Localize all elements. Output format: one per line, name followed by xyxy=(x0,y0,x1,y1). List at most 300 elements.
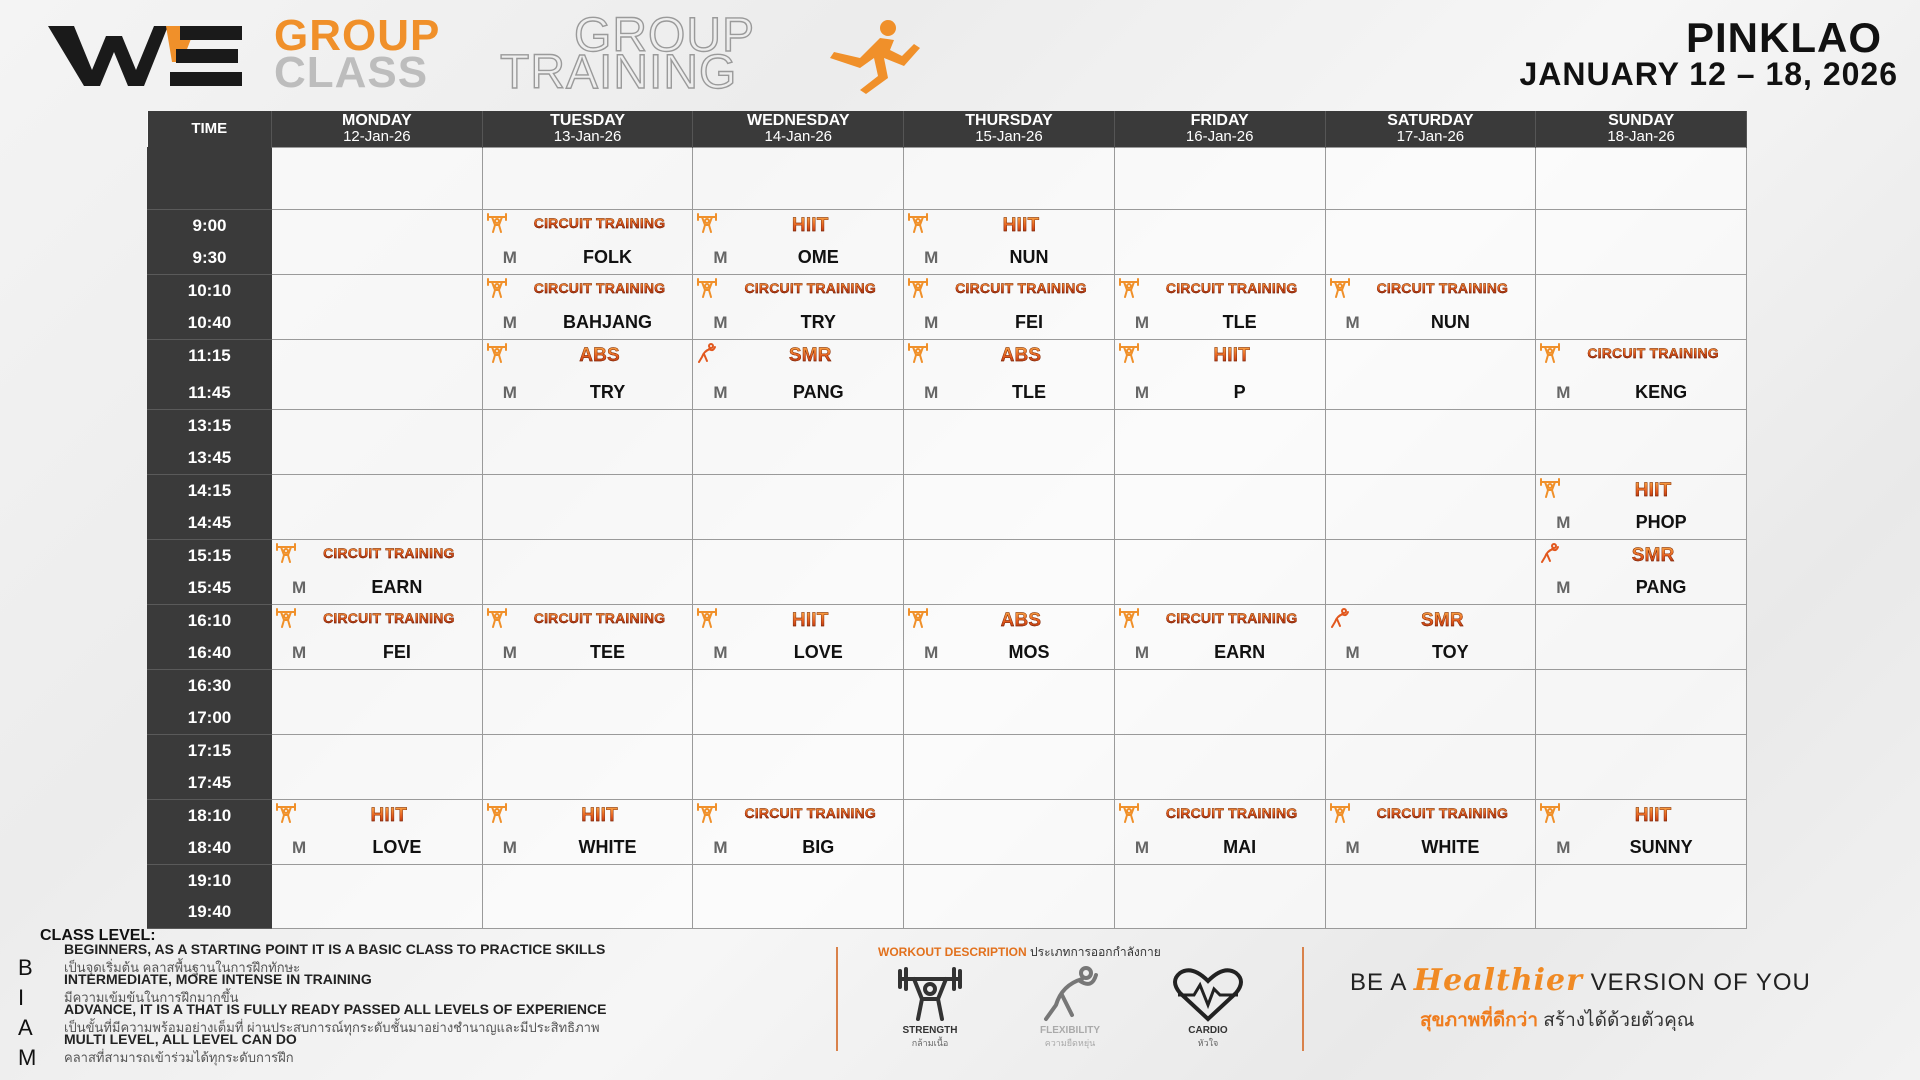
schedule-cell xyxy=(904,604,1115,669)
schedule-cell xyxy=(272,339,483,409)
day-header-tuesday xyxy=(482,111,693,147)
schedule-cell xyxy=(904,339,1115,409)
day-header-monday xyxy=(272,111,483,147)
schedule-cell xyxy=(1536,669,1747,734)
class-entry xyxy=(1536,340,1746,409)
schedule-cell xyxy=(693,539,904,604)
class-entry xyxy=(693,800,903,864)
class-entry xyxy=(483,800,693,864)
level-description-th: เป็นจุดเริ่มต้น คลาสพื้นฐานในการฝึกทักษะ xyxy=(64,960,301,975)
workout-type-label-en: FLEXIBILITY xyxy=(1040,1025,1100,1036)
day-header-sunday xyxy=(1536,111,1747,147)
class-level: M xyxy=(1345,837,1360,857)
class-level: M xyxy=(1134,837,1149,857)
level-letter: B xyxy=(18,955,33,980)
class-name: SMR xyxy=(721,345,899,367)
class-entry xyxy=(1326,275,1536,339)
class-name: CIRCUIT TRAINING xyxy=(721,280,899,296)
time-slot-row xyxy=(148,209,1747,274)
schedule-cell xyxy=(693,274,904,339)
schedule-cell xyxy=(1536,147,1747,209)
schedule-cell xyxy=(1325,209,1536,274)
class-name: CIRCUIT TRAINING xyxy=(1354,280,1532,296)
class-entry xyxy=(693,605,903,669)
schedule-cell xyxy=(482,409,693,474)
schedule-cell xyxy=(904,734,1115,799)
class-entry xyxy=(1115,340,1325,409)
class-level: M xyxy=(1556,577,1571,597)
trainer-name: FOLK xyxy=(583,246,633,267)
class-entry xyxy=(904,605,1114,669)
trainer-name: P xyxy=(1233,381,1246,402)
class-level: M xyxy=(502,837,517,857)
class-entry xyxy=(483,275,693,339)
strength-icon xyxy=(1118,343,1140,363)
slogan-highlight: Healthier xyxy=(1413,963,1583,998)
class-name: CIRCUIT TRAINING xyxy=(1354,805,1532,821)
schedule-cell xyxy=(693,409,904,474)
date-range: JANUARY 12 – 18, 2026 xyxy=(1519,56,1898,92)
class-level: M xyxy=(502,642,517,662)
class-entry xyxy=(483,605,693,669)
time-slot xyxy=(148,339,272,409)
day-header-wednesday xyxy=(693,111,904,147)
trainer-name: TEE xyxy=(590,641,626,662)
end-time: 13:45 xyxy=(187,447,232,467)
time-slot-row xyxy=(148,734,1747,799)
day-name: SATURDAY xyxy=(1387,111,1474,129)
class-level: M xyxy=(1345,642,1360,662)
level-description-en: INTERMEDIATE, MORE INTENSE IN TRAINING xyxy=(64,971,372,987)
schedule-cell xyxy=(272,409,483,474)
schedule-cell xyxy=(1536,539,1747,604)
class-level: M xyxy=(1556,837,1571,857)
class-level: M xyxy=(713,837,728,857)
schedule-cell xyxy=(482,604,693,669)
time-slot xyxy=(148,604,272,669)
schedule-cell xyxy=(1325,604,1536,669)
day-name: TUESDAY xyxy=(550,111,626,129)
schedule-header-row xyxy=(148,111,1747,147)
time-slot-row xyxy=(148,147,1747,209)
class-name: CIRCUIT TRAINING xyxy=(511,610,689,626)
time-slot-row xyxy=(148,274,1747,339)
start-time: 15:15 xyxy=(187,545,232,565)
divider-right xyxy=(1302,947,1304,1051)
schedule-cell xyxy=(1114,799,1325,864)
strength-icon xyxy=(275,803,297,823)
schedule-cell xyxy=(1536,474,1747,539)
trainer-name: FEI xyxy=(382,641,411,662)
slogan-th-highlight: สุขภาพที่ดีกว่า xyxy=(1420,1010,1539,1031)
trainer-name: SUNNY xyxy=(1629,836,1693,857)
class-name: CIRCUIT TRAINING xyxy=(300,545,478,561)
level-description-th: คลาสที่สามารถเข้าร่วมได้ทุกระดับการฝึก xyxy=(64,1050,294,1065)
schedule-cell xyxy=(693,864,904,928)
day-header-saturday xyxy=(1325,111,1536,147)
schedule-cell xyxy=(904,147,1115,209)
class-level: M xyxy=(292,837,307,857)
end-time: 17:45 xyxy=(187,772,232,792)
flexibility-icon xyxy=(1539,543,1561,563)
level-description-en: MULTI LEVEL, ALL LEVEL CAN DO xyxy=(64,1031,297,1047)
schedule-cell xyxy=(693,339,904,409)
schedule-cell xyxy=(693,147,904,209)
strength-icon xyxy=(696,608,718,628)
strength-icon xyxy=(1118,278,1140,298)
brand-line1-bold: GROUP xyxy=(274,11,441,60)
brand-line2-outline: TRAINING xyxy=(500,46,738,99)
workout-type-label-th: กล้ามเนื้อ xyxy=(911,1038,949,1048)
schedule-cell xyxy=(1325,799,1536,864)
class-entry xyxy=(1326,800,1536,864)
trainer-name: TRY xyxy=(800,311,836,332)
start-time: 11:15 xyxy=(188,345,231,365)
strength-icon xyxy=(907,213,929,233)
time-slot xyxy=(148,669,272,734)
schedule-cell xyxy=(904,799,1115,864)
trainer-name: MOS xyxy=(1008,641,1050,662)
schedule-cell xyxy=(1536,274,1747,339)
day-name: WEDNESDAY xyxy=(746,111,850,129)
class-entry xyxy=(483,210,693,274)
class-entry xyxy=(904,275,1114,339)
schedule-cell xyxy=(693,669,904,734)
schedule-cell xyxy=(1114,604,1325,669)
schedule-cell xyxy=(1114,339,1325,409)
schedule-cell xyxy=(482,209,693,274)
time-slot xyxy=(148,734,272,799)
workout-type-cardio xyxy=(1148,965,1268,1050)
trainer-name: TLE xyxy=(1011,381,1046,402)
schedule-cell xyxy=(1325,274,1536,339)
flexibility-icon xyxy=(696,343,718,363)
level-description-en: BEGINNERS, AS A STARTING POINT IT IS A BASIC CLASS TO PRACTICE SKILLS xyxy=(64,941,606,957)
day-header-friday xyxy=(1114,111,1325,147)
schedule-cell xyxy=(1114,864,1325,928)
trainer-name: BAHJANG xyxy=(563,311,653,332)
class-name: HIIT xyxy=(721,610,899,632)
end-time: 9:30 xyxy=(192,247,227,267)
schedule-cell xyxy=(272,864,483,928)
class-level: M xyxy=(1134,642,1149,662)
strength-icon xyxy=(1118,803,1140,823)
schedule-cell xyxy=(482,274,693,339)
schedule-cell xyxy=(904,209,1115,274)
day-date: 16-Jan-26 xyxy=(1185,127,1254,145)
time-slot xyxy=(148,147,272,209)
time-column-header: TIME xyxy=(148,111,272,147)
schedule-cell xyxy=(1114,474,1325,539)
trainer-name: WHITE xyxy=(1421,836,1480,857)
end-time: 18:40 xyxy=(187,837,232,857)
class-entry xyxy=(483,340,693,409)
schedule-cell xyxy=(1325,147,1536,209)
time-slot-row xyxy=(148,799,1747,864)
class-name: SMR xyxy=(1354,610,1532,632)
end-time: 16:40 xyxy=(187,642,232,662)
trainer-name: TOY xyxy=(1432,641,1469,662)
trainer-name: NUN xyxy=(1009,246,1049,267)
end-time: 15:45 xyxy=(187,577,232,597)
end-time: 14:45 xyxy=(187,512,232,532)
strength-icon xyxy=(486,278,508,298)
class-level: M xyxy=(502,382,517,402)
strength-icon xyxy=(486,608,508,628)
start-time: 14:15 xyxy=(187,480,232,500)
trainer-name: TRY xyxy=(589,381,626,402)
strength-icon xyxy=(1329,278,1351,298)
time-slot-row xyxy=(148,539,1747,604)
class-level-title: CLASS LEVEL: xyxy=(40,927,156,944)
schedule-cell xyxy=(272,669,483,734)
cardio-icon xyxy=(1170,965,1246,1023)
time-slot-row xyxy=(148,409,1747,474)
schedule-cell xyxy=(272,274,483,339)
schedule-cell xyxy=(482,734,693,799)
class-level: M xyxy=(1134,382,1149,402)
class-name: CIRCUIT TRAINING xyxy=(1143,805,1321,821)
class-level: M xyxy=(924,247,939,267)
strength-icon xyxy=(1539,343,1561,363)
schedule-cell xyxy=(1536,409,1747,474)
class-level: M xyxy=(713,312,728,332)
trainer-name: KENG xyxy=(1635,381,1688,402)
workout-description-en: WORKOUT DESCRIPTION xyxy=(878,945,1027,959)
schedule-cell xyxy=(482,339,693,409)
class-name: HIIT xyxy=(1564,805,1742,827)
start-time: 16:30 xyxy=(187,675,232,695)
slogan-th xyxy=(1420,1005,1694,1035)
class-name: CIRCUIT TRAINING xyxy=(511,215,689,231)
day-name: MONDAY xyxy=(342,111,412,129)
strength-icon xyxy=(907,278,929,298)
class-name: ABS xyxy=(932,610,1110,632)
workout-type-label-en: STRENGTH xyxy=(902,1025,958,1036)
start-time: 17:15 xyxy=(187,740,232,760)
time-slot xyxy=(148,274,272,339)
class-entry xyxy=(1536,475,1746,539)
time-slot xyxy=(148,539,272,604)
trainer-name: PANG xyxy=(1635,576,1687,597)
schedule-cell xyxy=(482,147,693,209)
workout-type-label-th: ความยืดหยุ่น xyxy=(1044,1038,1096,1048)
class-level: M xyxy=(1556,382,1571,402)
schedule-cell xyxy=(482,539,693,604)
end-time: 10:40 xyxy=(187,312,232,332)
schedule-cell xyxy=(693,604,904,669)
start-time: 18:10 xyxy=(187,805,232,825)
schedule-cell xyxy=(693,799,904,864)
class-entry xyxy=(272,605,482,669)
class-entry xyxy=(272,540,482,604)
workout-type-flexibility xyxy=(1010,965,1130,1050)
schedule-cell xyxy=(1325,409,1536,474)
footer xyxy=(0,921,1920,1080)
class-level: M xyxy=(1134,312,1149,332)
strength-icon xyxy=(696,803,718,823)
flexibility-icon xyxy=(1329,608,1351,628)
class-entry xyxy=(1536,540,1746,604)
schedule-cell xyxy=(1325,539,1536,604)
workout-type-label-en: CARDIO xyxy=(1188,1025,1228,1036)
class-level: M xyxy=(292,577,307,597)
flexibility-icon xyxy=(1032,965,1108,1023)
strength-icon xyxy=(892,965,968,1023)
schedule-cell xyxy=(904,864,1115,928)
brand-line2-bold: CLASS xyxy=(274,48,429,97)
strength-icon xyxy=(696,213,718,233)
brand-line1-outline: GROUP xyxy=(574,9,756,62)
class-name: SMR xyxy=(1564,545,1742,567)
start-time: 16:10 xyxy=(187,610,232,630)
strength-icon xyxy=(275,543,297,563)
start-time: 10:10 xyxy=(187,280,232,300)
schedule-cell xyxy=(1536,864,1747,928)
time-slot-row xyxy=(148,864,1747,928)
level-letter: I xyxy=(18,985,25,1010)
time-slot xyxy=(148,864,272,928)
schedule-cell xyxy=(1114,409,1325,474)
trainer-name: LOVE xyxy=(372,836,422,857)
schedule-cell xyxy=(693,209,904,274)
schedule-cell xyxy=(272,147,483,209)
trainer-name: MAI xyxy=(1223,836,1257,857)
class-level: M xyxy=(1556,512,1571,532)
schedule-cell xyxy=(1114,734,1325,799)
class-name: CIRCUIT TRAINING xyxy=(932,280,1110,296)
class-level: M xyxy=(924,642,939,662)
level-description-en: ADVANCE, IT IS A THAT IS FULLY READY PASSED ALL LEVELS OF EXPERIENCE xyxy=(64,1001,607,1017)
strength-icon xyxy=(1539,803,1561,823)
class-entry xyxy=(1115,605,1325,669)
class-level: M xyxy=(924,382,939,402)
day-date: 18-Jan-26 xyxy=(1607,127,1675,145)
brand-title xyxy=(274,9,756,99)
class-entry xyxy=(904,340,1114,409)
strength-icon xyxy=(907,608,929,628)
schedule-cell xyxy=(904,539,1115,604)
schedule-cell xyxy=(1536,734,1747,799)
workout-type-strength xyxy=(870,965,990,1050)
class-level: M xyxy=(502,247,517,267)
strength-icon xyxy=(1118,608,1140,628)
time-slot xyxy=(148,209,272,274)
class-level: M xyxy=(292,642,307,662)
time-slot xyxy=(148,409,272,474)
schedule-table xyxy=(147,111,1747,929)
slogan-th-rest: สร้างได้ด้วยตัวคุณ xyxy=(1543,1010,1695,1031)
time-slot xyxy=(148,474,272,539)
schedule-cell xyxy=(272,734,483,799)
class-name: HIIT xyxy=(1564,480,1742,502)
level-description-th: เป็นขั้นที่มีความพร้อมอย่างเต็มที่ ผ่านประสบการณ์ทุกระดับชั้นมาอย่างชำนาญและมีประสิทธิภาพ xyxy=(64,1020,600,1035)
class-level: M xyxy=(502,312,517,332)
schedule-cell xyxy=(1325,474,1536,539)
schedule-cell xyxy=(482,669,693,734)
level-description-th: มีความเข้มข้นในการฝึกมากขึ้น xyxy=(64,990,239,1005)
class-entry xyxy=(693,340,903,409)
start-time: 9:00 xyxy=(192,215,227,235)
class-name: CIRCUIT TRAINING xyxy=(721,805,899,821)
class-entry xyxy=(1115,275,1325,339)
schedule-cell xyxy=(1325,339,1536,409)
workout-type-label-th: หัวใจ xyxy=(1197,1038,1219,1048)
schedule-cell xyxy=(1536,339,1747,409)
day-date: 14-Jan-26 xyxy=(764,127,833,145)
strength-icon xyxy=(275,608,297,628)
schedule-cell xyxy=(1114,669,1325,734)
schedule-cell xyxy=(1325,864,1536,928)
strength-icon xyxy=(907,343,929,363)
class-name: ABS xyxy=(511,345,689,367)
trainer-name: LOVE xyxy=(793,641,843,662)
class-entry xyxy=(904,210,1114,274)
schedule-cell xyxy=(272,539,483,604)
trainer-name: BIG xyxy=(802,836,835,857)
trainer-name: FEI xyxy=(1014,311,1043,332)
schedule-cell xyxy=(272,799,483,864)
strength-icon xyxy=(486,343,508,363)
class-level: M xyxy=(713,382,728,402)
trainer-name: PHOP xyxy=(1635,511,1687,532)
schedule-cell xyxy=(272,604,483,669)
schedule-cell xyxy=(693,474,904,539)
strength-icon xyxy=(1329,803,1351,823)
schedule-cell xyxy=(693,734,904,799)
schedule-cell xyxy=(1114,539,1325,604)
class-level: M xyxy=(713,247,728,267)
end-time: 17:00 xyxy=(187,707,232,727)
day-date: 15-Jan-26 xyxy=(975,127,1043,145)
schedule-cell xyxy=(1536,799,1747,864)
end-time: 19:40 xyxy=(187,901,232,921)
time-slot xyxy=(148,799,272,864)
strength-icon xyxy=(1539,478,1561,498)
level-letter: A xyxy=(18,1015,33,1040)
schedule-cell xyxy=(904,474,1115,539)
slogan-pre: BE A xyxy=(1350,969,1407,996)
trainer-name: EARN xyxy=(371,576,423,597)
class-name: HIIT xyxy=(932,215,1110,237)
level-letter: M xyxy=(18,1045,37,1070)
day-date: 13-Jan-26 xyxy=(553,127,622,145)
schedule-cell xyxy=(1325,669,1536,734)
day-name: THURSDAY xyxy=(965,111,1053,129)
schedule-cell xyxy=(1114,274,1325,339)
day-date: 17-Jan-26 xyxy=(1396,127,1465,145)
time-slot-row xyxy=(148,669,1747,734)
class-name: CIRCUIT TRAINING xyxy=(1143,610,1321,626)
day-header-thursday xyxy=(904,111,1115,147)
workout-description-th: ประเภทการออกกำลังกาย xyxy=(1030,945,1161,959)
day-date: 12-Jan-26 xyxy=(343,127,411,145)
branch-name: PINKLAO xyxy=(1686,14,1882,61)
class-level: M xyxy=(713,642,728,662)
class-name: CIRCUIT TRAINING xyxy=(511,280,689,296)
workout-description-title xyxy=(878,943,1161,962)
start-time: 13:15 xyxy=(187,415,232,435)
class-entry xyxy=(1326,605,1536,669)
schedule-cell xyxy=(904,669,1115,734)
trainer-name: TLE xyxy=(1222,311,1257,332)
time-slot-row xyxy=(148,604,1747,669)
schedule-cell xyxy=(272,209,483,274)
slogan-en xyxy=(1350,963,1811,998)
schedule-cell xyxy=(1325,734,1536,799)
class-name: HIIT xyxy=(1143,345,1321,367)
strength-icon xyxy=(486,213,508,233)
